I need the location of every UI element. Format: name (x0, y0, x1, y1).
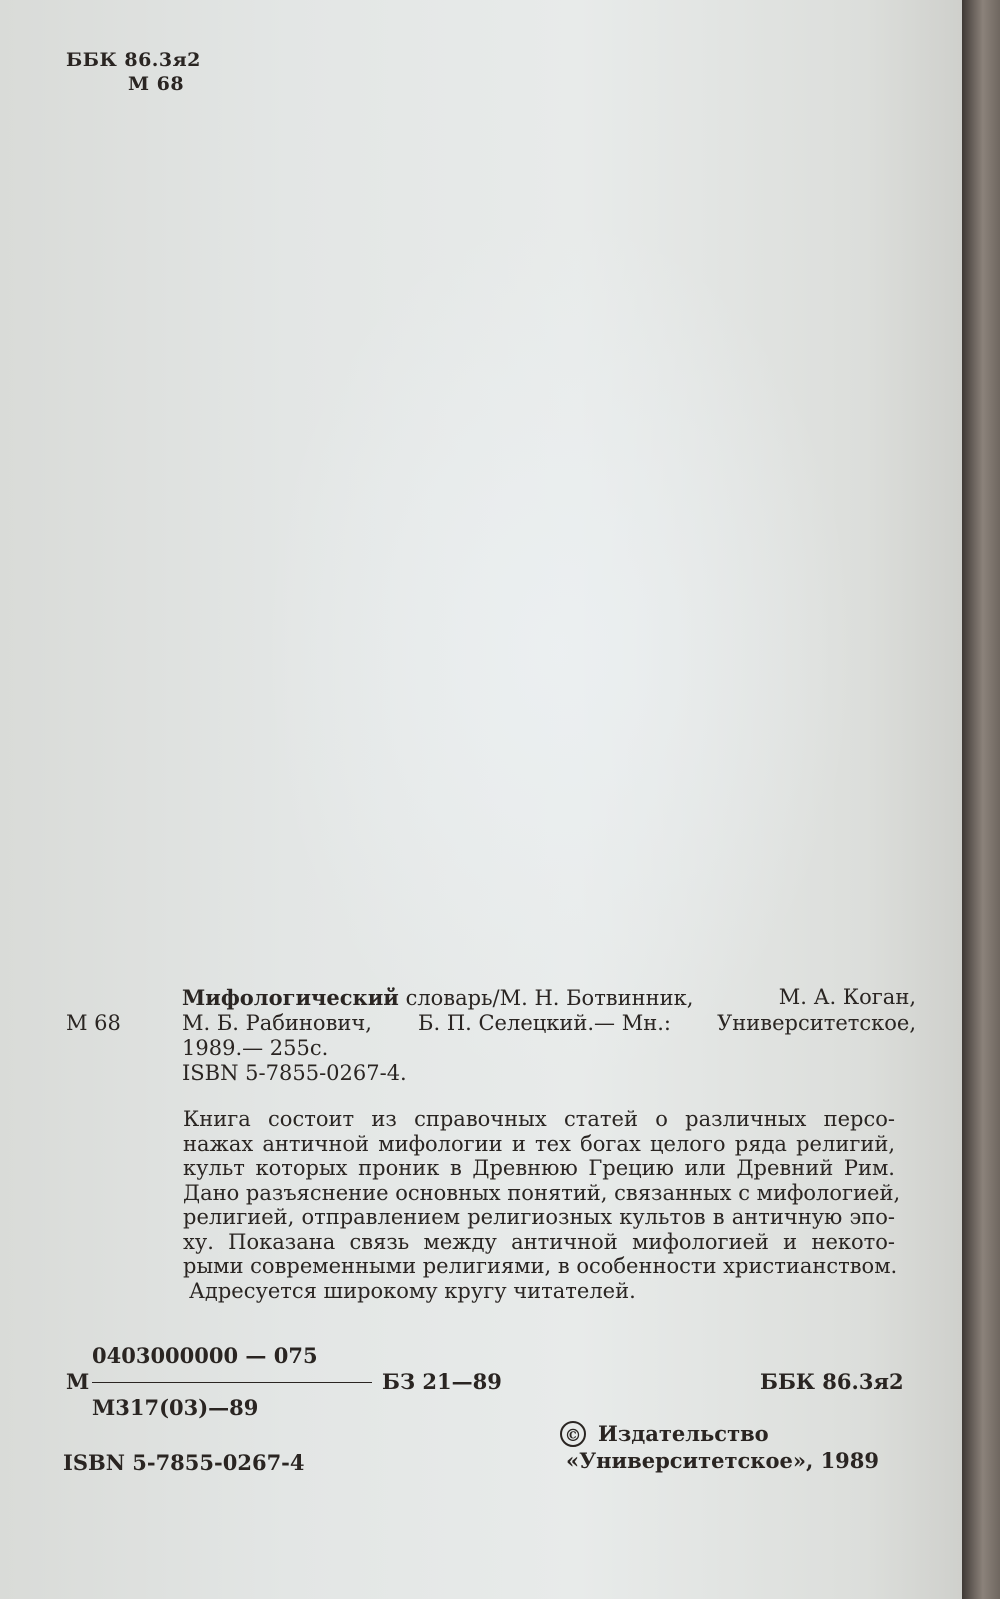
annotation-line: Дано разъяснение основных понятий, связанных с мифологией, (183, 1180, 901, 1205)
biblio-line-4 (66, 1061, 916, 1086)
bbk-imprint: ББК 86.3я2 (760, 1369, 904, 1394)
publisher-label: Издательство (598, 1421, 769, 1446)
code-denominator: М317(03)—89 (92, 1395, 259, 1420)
biblio-isbn: ISBN 5-7855-0267-4. (182, 1061, 407, 1085)
annotation-line: ху. Показана связь между античной мифологией и некото- (183, 1229, 895, 1254)
annotation-audience: Адресуется широкому кругу читателей. (189, 1278, 636, 1303)
annotation-line: культ которых проник в Древнюю Грецию или Древний Рим. (183, 1156, 895, 1180)
page-edge (962, 0, 1000, 1599)
bibliographic-record (66, 985, 916, 1086)
code-letter: М (66, 1369, 90, 1394)
book-title: Мифологический (182, 985, 399, 1010)
code-bz: БЗ 21—89 (382, 1369, 502, 1394)
bbk-code: ББК 86.3я2 (66, 49, 201, 71)
publisher-short: Университетское, (717, 1011, 916, 1035)
copyright-block (560, 1420, 879, 1474)
annotation-line: религией, отправлением религиозных культов в античную эпо- (183, 1205, 895, 1229)
author-seletsky: Б. П. Селецкий.— Мн.: (418, 1011, 671, 1035)
biblio-line-3 (66, 1036, 916, 1061)
copyright-icon: © (560, 1421, 586, 1447)
annotation-line: рыми современными религиями, в особенности христианством. (183, 1254, 898, 1278)
annotation-line: Книга состоит из справочных статей о различных персо- (183, 1107, 895, 1131)
biblio-line-1 (66, 985, 916, 1011)
fraction-line (92, 1382, 372, 1383)
bbk-header (66, 48, 226, 96)
publisher-name: «Университетское», 1989 (566, 1448, 880, 1473)
biblio-line-2 (66, 1011, 916, 1036)
annotation (183, 1107, 901, 1303)
title-rest: словарь/М. Н. Ботвинник, (405, 986, 694, 1010)
isbn: ISBN 5-7855-0267-4 (63, 1450, 305, 1475)
author-kogan: М. А. Коган, (778, 985, 916, 1009)
annotation-line: нажах античной мифологии и тех богах целого ряда религий, (183, 1131, 895, 1156)
code-numerator: 0403000000 — 075 (92, 1343, 318, 1368)
year-pages: 1989.— 255с. (182, 1036, 329, 1060)
author-rabinovich: М. Б. Рабинович, (182, 1011, 372, 1035)
author-mark: М 68 (128, 73, 185, 95)
biblio-author-mark: М 68 (66, 1011, 121, 1035)
